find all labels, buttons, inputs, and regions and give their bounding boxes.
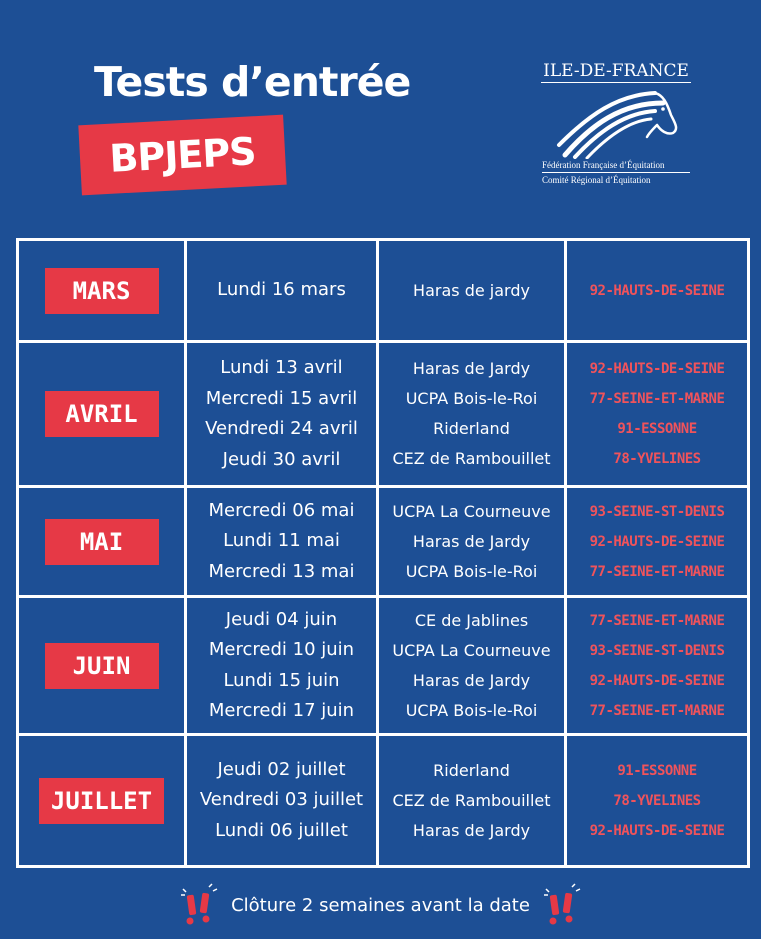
place-cell <box>378 240 566 342</box>
date-line: Jeudi 02 juillet <box>217 758 346 780</box>
dept-line: 92-HAUTS-DE-SEINE <box>589 361 725 377</box>
place-line: CE de Jablines <box>414 610 529 630</box>
badge-label: BPJEPS <box>108 129 257 181</box>
place-cell <box>378 487 566 597</box>
footer <box>0 880 761 930</box>
schedule-row <box>18 342 749 487</box>
dept-line: 93-SEINE-ST-DENIS <box>589 503 725 520</box>
date-line: Vendredi 24 avril <box>205 418 358 439</box>
dept-line: 93-SEINE-ST-DENIS <box>589 642 725 659</box>
date-line: Lundi 16 mars <box>217 279 346 301</box>
dept-line: 92-HAUTS-DE-SEINE <box>589 822 725 839</box>
date-cell <box>186 597 378 735</box>
place-line: Riderland <box>433 419 510 438</box>
schedule-row <box>18 735 749 867</box>
date-line: Lundi 13 avril <box>220 357 343 378</box>
date-line: Lundi 11 mai <box>223 530 340 552</box>
place-line: Haras de Jardy <box>412 531 531 551</box>
date-cell <box>186 487 378 597</box>
date-line: Lundi 06 juillet <box>215 819 348 841</box>
dept-line: 78-YVELINES <box>613 451 701 467</box>
schedule-row <box>18 487 749 597</box>
month-cell <box>18 487 186 597</box>
place-line: UCPA Bois-le-Roi <box>405 700 538 720</box>
date-line: Mercredi 10 juin <box>208 639 355 660</box>
place-line: UCPA La Courneuve <box>392 640 551 660</box>
date-line: Mercredi 15 avril <box>205 387 358 409</box>
month-badge: JUIN <box>45 643 159 689</box>
dept-line: 91-ESSONNE <box>617 421 697 437</box>
logo-federation: Fédération Française d’Équitation <box>542 160 665 170</box>
dept-line: 77-SEINE-ET-MARNE <box>589 702 725 719</box>
dept-cell <box>566 240 749 342</box>
month-cell <box>18 342 186 487</box>
dept-cell <box>566 342 749 487</box>
place-line: UCPA Bois-le-Roi <box>405 389 538 408</box>
dept-line: 91-ESSONNE <box>617 762 697 779</box>
double-exclamation-icon <box>542 883 582 927</box>
place-line: Riderland <box>433 760 510 780</box>
dept-cell <box>566 597 749 735</box>
dept-line: 92-HAUTS-DE-SEINE <box>589 282 725 299</box>
month-badge: AVRIL <box>45 391 159 437</box>
bpjeps-badge <box>78 115 286 196</box>
dept-line: 92-HAUTS-DE-SEINE <box>589 533 725 550</box>
place-line: Haras de Jardy <box>412 359 531 378</box>
date-cell <box>186 342 378 487</box>
horse-head-icon <box>551 85 681 159</box>
place-line: CEZ de Rambouillet <box>392 449 551 468</box>
place-line: UCPA Bois-le-Roi <box>405 561 538 581</box>
date-line: Mercredi 17 juin <box>208 700 355 721</box>
date-cell <box>186 735 378 867</box>
place-line: CEZ de Rambouillet <box>392 790 551 810</box>
month-cell <box>18 597 186 735</box>
logo-comite: Comité Régional d’Équitation <box>542 175 651 185</box>
logo-region: ILE-DE-FRANCE <box>543 61 689 81</box>
date-line: Lundi 15 juin <box>223 669 340 691</box>
month-badge: JUILLET <box>39 778 164 824</box>
closing-note: Clôture 2 semaines avant la date <box>231 894 530 916</box>
dept-line: 77-SEINE-ET-MARNE <box>589 612 725 629</box>
page-title: Tests d’entrée <box>94 58 411 106</box>
double-exclamation-icon <box>179 883 219 927</box>
month-badge: MARS <box>45 268 159 314</box>
place-line: Haras de jardy <box>413 280 530 300</box>
dept-cell <box>566 735 749 867</box>
dept-cell <box>566 487 749 597</box>
date-line: Mercredi 06 mai <box>208 499 355 521</box>
dept-line: 78-YVELINES <box>613 792 701 809</box>
logo-divider <box>542 172 690 173</box>
schedule-row <box>18 240 749 342</box>
month-cell <box>18 240 186 342</box>
date-line: Mercredi 13 mai <box>208 560 355 582</box>
date-cell <box>186 240 378 342</box>
month-cell <box>18 735 186 867</box>
date-line: Jeudi 30 avril <box>222 448 341 470</box>
dept-line: 77-SEINE-ET-MARNE <box>589 391 725 407</box>
place-line: Haras de Jardy <box>412 670 531 690</box>
place-line: UCPA La Courneuve <box>392 501 551 521</box>
place-line: Haras de Jardy <box>412 820 531 840</box>
schedule-table <box>16 238 750 868</box>
place-cell <box>378 597 566 735</box>
date-line: Vendredi 03 juillet <box>199 789 364 811</box>
ffe-logo <box>536 60 696 205</box>
month-badge: MAI <box>45 519 159 565</box>
dept-line: 77-SEINE-ET-MARNE <box>589 563 725 580</box>
date-line: Jeudi 04 juin <box>225 608 338 630</box>
schedule-row <box>18 597 749 735</box>
dept-line: 92-HAUTS-DE-SEINE <box>589 672 725 689</box>
place-cell <box>378 735 566 867</box>
place-cell <box>378 342 566 487</box>
